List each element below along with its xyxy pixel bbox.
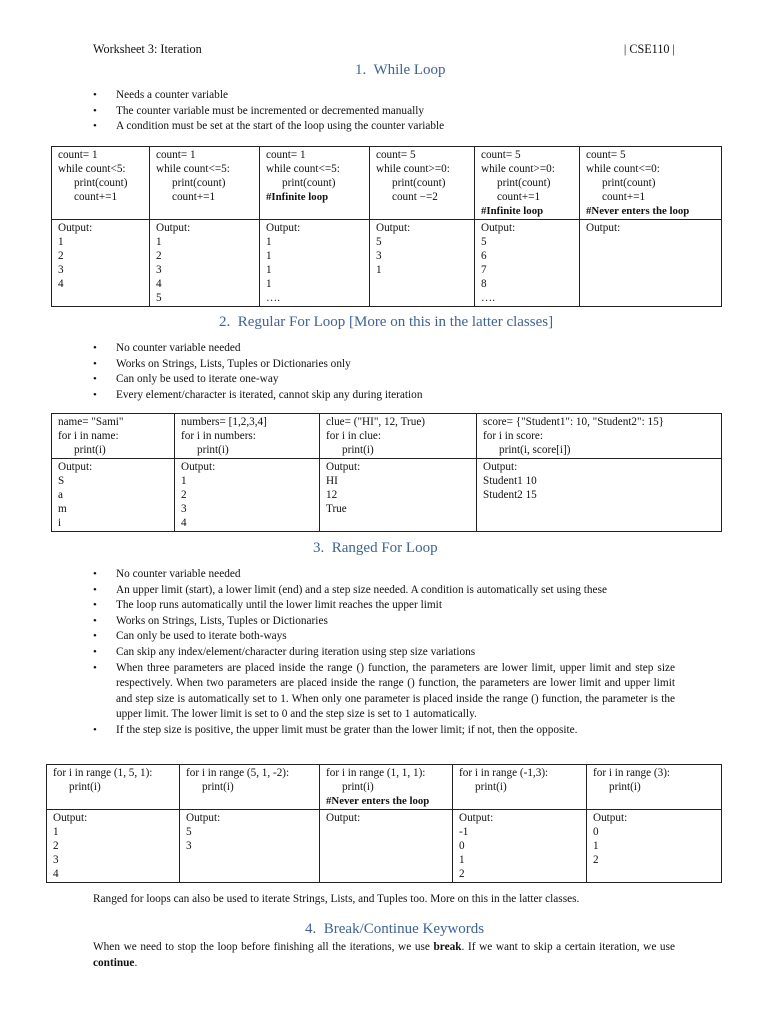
code-line: for i in score: xyxy=(483,430,543,442)
loop-note: #Infinite loop xyxy=(266,191,329,203)
code-line: count+=1 xyxy=(497,191,541,203)
code-line: name= "Sami" xyxy=(58,416,124,428)
bullet-item: • Works on Strings, Lists, Tuples or Dictionaries xyxy=(93,614,675,630)
loop-note: #Infinite loop xyxy=(481,205,544,217)
output-label: Output: xyxy=(326,461,361,473)
output-value: 5 xyxy=(156,292,162,304)
output-value: 3 xyxy=(156,264,162,276)
code-cell xyxy=(370,147,475,220)
output-value: m xyxy=(58,503,67,515)
output-value: 6 xyxy=(481,250,487,262)
output-value: 1 xyxy=(459,854,465,866)
code-line: print(i) xyxy=(202,781,234,793)
output-label: Output: xyxy=(186,812,221,824)
output-value: 1 xyxy=(376,264,382,276)
output-value: 1 xyxy=(181,475,187,487)
code-line: print(i) xyxy=(609,781,641,793)
code-line: for i in range (1, 5, 1): xyxy=(53,767,153,779)
code-cell xyxy=(47,765,180,810)
code-line: for i in name: xyxy=(58,430,119,442)
output-label: Output: xyxy=(459,812,494,824)
code-line: while count<=0: xyxy=(586,163,660,175)
output-value: 5 xyxy=(186,826,192,838)
output-value: …. xyxy=(481,292,495,304)
output-cell xyxy=(475,220,580,307)
output-value: 3 xyxy=(186,840,192,852)
section-3-title xyxy=(313,539,438,557)
output-value: Student2 15 xyxy=(483,489,537,501)
code-cell xyxy=(475,147,580,220)
output-cell xyxy=(52,459,175,532)
output-value: 1 xyxy=(53,826,59,838)
code-line: print(i) xyxy=(342,444,374,456)
output-cell xyxy=(150,220,260,307)
output-label: Output: xyxy=(326,812,361,824)
code-row xyxy=(52,414,722,459)
output-label: Output: xyxy=(156,222,191,234)
section-3-bullets xyxy=(93,567,675,739)
output-value: 4 xyxy=(58,278,64,290)
output-label: Output: xyxy=(376,222,411,234)
bullet-item: • The loop runs automatically until the lower limit reaches the upper limit xyxy=(93,598,675,614)
break-continue-paragraph xyxy=(93,939,675,971)
code-line: print(i) xyxy=(342,781,374,793)
output-value: 5 xyxy=(481,236,487,248)
bullet-item: • Can only be used to iterate both-ways xyxy=(93,629,675,645)
code-line: for i in range (1, 1, 1): xyxy=(326,767,426,779)
code-row xyxy=(52,147,722,220)
code-line: print(count) xyxy=(74,177,128,189)
code-line: count= 1 xyxy=(58,149,98,161)
code-line: print(i, score[i]) xyxy=(499,444,571,456)
bullet-item: • No counter variable needed xyxy=(93,341,683,357)
output-row xyxy=(52,220,722,307)
code-line: print(count) xyxy=(497,177,551,189)
code-line: count= 5 xyxy=(376,149,416,161)
output-value: 3 xyxy=(181,503,187,515)
bullet-item: • When three parameters are placed inside the range () function, the parameters are lower limit, upper limit and step size respectively. When two parameters are placed inside the range () function, the parameters are lower limit and upper limit and step size is automatically set to 1. When only one parameter is placed inside the range () function, the parameter is the upper limit. The lower limit is set to 0 and the step size is set to 1 automatically. xyxy=(93,661,675,723)
loop-note: #Never enters the loop xyxy=(326,795,430,807)
output-value: 8 xyxy=(481,278,487,290)
header-title: Worksheet 3: Iteration xyxy=(93,42,202,56)
bullet-item: • Every element/character is iterated, cannot skip any during iteration xyxy=(93,388,683,404)
output-cell xyxy=(320,810,453,883)
section-4-number: 4. xyxy=(305,921,317,937)
output-value: 1 xyxy=(266,264,272,276)
code-line: print(i) xyxy=(74,444,106,456)
output-value: 3 xyxy=(376,250,382,262)
code-line: count+=1 xyxy=(74,191,118,203)
code-cell xyxy=(477,414,722,459)
bullet-item: • Works on Strings, Lists, Tuples or Dictionaries only xyxy=(93,357,683,373)
section-1-title xyxy=(355,61,446,79)
section-4-title xyxy=(305,920,484,938)
code-line: clue= ("HI", 12, True) xyxy=(326,416,426,428)
section-1-number: 1. xyxy=(355,62,367,78)
code-line: print(count) xyxy=(392,177,446,189)
bullet-item: • No counter variable needed xyxy=(93,567,675,583)
output-value: 1 xyxy=(593,840,599,852)
output-value: 5 xyxy=(376,236,382,248)
output-value: 2 xyxy=(58,250,64,262)
output-cell xyxy=(587,810,722,883)
code-line: while count<5: xyxy=(58,163,126,175)
para-text-1: When we need to stop the loop before finishing all the iterations, we use xyxy=(93,941,434,953)
output-cell xyxy=(477,459,722,532)
bullet-item: • The counter variable must be incremented or decremented manually xyxy=(93,104,683,120)
code-line: print(i) xyxy=(69,781,101,793)
code-line: while count<=5: xyxy=(266,163,340,175)
output-value: True xyxy=(326,503,347,515)
code-line: for i in range (-1,3): xyxy=(459,767,549,779)
output-cell xyxy=(47,810,180,883)
section-3-number: 3. xyxy=(313,540,325,556)
code-cell xyxy=(52,414,175,459)
section-2-title xyxy=(219,313,553,331)
code-line: count= 1 xyxy=(156,149,196,161)
output-value: Student1 10 xyxy=(483,475,537,487)
output-value: …. xyxy=(266,292,280,304)
output-value: 7 xyxy=(481,264,487,276)
output-value: 0 xyxy=(459,840,465,852)
output-row xyxy=(47,810,722,883)
code-line: print(count) xyxy=(282,177,336,189)
ranged-loop-note: Ranged for loops can also be used to iterate Strings, Lists, and Tuples too. More on this in the latter classes. xyxy=(93,893,580,905)
output-cell xyxy=(580,220,722,307)
section-2-heading: Regular For Loop [More on this in the latter classes] xyxy=(237,314,554,330)
bullet-item: • Can only be used to iterate one-way xyxy=(93,372,683,388)
code-line: for i in range (3): xyxy=(593,767,671,779)
ranged-loop-table xyxy=(46,764,722,883)
code-line: count+=1 xyxy=(602,191,646,203)
section-1-bullets xyxy=(93,88,683,135)
code-line: score= {"Student1": 10, "Student2": 15} xyxy=(483,416,665,428)
output-label: Output: xyxy=(593,812,628,824)
code-line: count+=1 xyxy=(172,191,216,203)
output-value: 1 xyxy=(156,236,162,248)
output-value: 4 xyxy=(53,868,59,880)
bullet-item: • If the step size is positive, the upper limit must be grater than the lower limit; if not, then the opposite. xyxy=(93,723,675,739)
section-2-number: 2. xyxy=(219,314,231,330)
code-cell xyxy=(180,765,320,810)
bullet-item: • Needs a counter variable xyxy=(93,88,683,104)
header-course: | CSE110 | xyxy=(623,42,675,56)
output-value: 2 xyxy=(459,868,465,880)
bullet-item: • Can skip any index/element/character during iteration using step size variations xyxy=(93,645,675,661)
output-label: Output: xyxy=(58,222,93,234)
output-row xyxy=(52,459,722,532)
section-4-heading: Break/Continue Keywords xyxy=(323,921,485,937)
output-value: 0 xyxy=(593,826,599,838)
output-label: Output: xyxy=(181,461,216,473)
output-value: S xyxy=(58,475,65,487)
code-cell xyxy=(580,147,722,220)
code-cell xyxy=(587,765,722,810)
bullet-item: • A condition must be set at the start of the loop using the counter variable xyxy=(93,119,683,135)
output-value: 1 xyxy=(266,236,272,248)
output-value: 2 xyxy=(156,250,162,262)
output-label: Output: xyxy=(266,222,301,234)
section-3-heading: Ranged For Loop xyxy=(331,540,438,556)
while-loop-table xyxy=(51,146,722,307)
code-cell xyxy=(52,147,150,220)
output-value: 1 xyxy=(266,278,272,290)
output-cell xyxy=(260,220,370,307)
output-value: 3 xyxy=(53,854,59,866)
output-cell xyxy=(453,810,587,883)
output-label: Output: xyxy=(58,461,93,473)
output-value: 3 xyxy=(58,264,64,276)
output-cell xyxy=(175,459,320,532)
output-value: 1 xyxy=(266,250,272,262)
output-label: Output: xyxy=(586,222,621,234)
output-value: 2 xyxy=(181,489,187,501)
break-keyword: break xyxy=(433,941,462,953)
output-cell xyxy=(370,220,475,307)
code-cell xyxy=(320,414,477,459)
code-line: print(i) xyxy=(475,781,507,793)
code-line: print(count) xyxy=(172,177,226,189)
output-cell xyxy=(52,220,150,307)
output-value: HI xyxy=(326,475,338,487)
code-line: count= 5 xyxy=(481,149,521,161)
output-value: 4 xyxy=(156,278,162,290)
code-cell xyxy=(320,765,453,810)
output-cell xyxy=(180,810,320,883)
output-value: 4 xyxy=(181,517,187,529)
code-line: while count>=0: xyxy=(376,163,450,175)
output-value: -1 xyxy=(459,826,469,838)
code-cell xyxy=(453,765,587,810)
code-line: count= 5 xyxy=(586,149,626,161)
code-line: while count<=5: xyxy=(156,163,230,175)
code-line: count= 1 xyxy=(266,149,306,161)
code-line: print(i) xyxy=(197,444,229,456)
para-text-2: . If we want to skip a certain iteration, we use xyxy=(461,941,675,953)
code-cell xyxy=(150,147,260,220)
page-header xyxy=(93,43,675,58)
section-2-bullets xyxy=(93,341,683,403)
for-loop-table xyxy=(51,413,722,532)
code-line: for i in numbers: xyxy=(181,430,256,442)
code-line: for i in range (5, 1, -2): xyxy=(186,767,290,779)
output-value: 2 xyxy=(593,854,599,866)
section-1-heading: While Loop xyxy=(373,62,446,78)
code-line: print(count) xyxy=(602,177,656,189)
output-value: i xyxy=(58,517,62,529)
code-line: count −=2 xyxy=(392,191,438,203)
output-cell xyxy=(320,459,477,532)
output-value: a xyxy=(58,489,63,501)
code-line: while count>=0: xyxy=(481,163,555,175)
output-label: Output: xyxy=(483,461,518,473)
output-label: Output: xyxy=(53,812,88,824)
code-row xyxy=(47,765,722,810)
code-cell xyxy=(260,147,370,220)
code-line: numbers= [1,2,3,4] xyxy=(181,416,267,428)
continue-keyword: continue xyxy=(93,957,135,969)
output-value: 2 xyxy=(53,840,59,852)
code-line: for i in clue: xyxy=(326,430,381,442)
para-text-3: . xyxy=(134,957,138,969)
loop-note: #Never enters the loop xyxy=(586,205,690,217)
bullet-item: • An upper limit (start), a lower limit (end) and a step size needed. A condition is automatically set using these xyxy=(93,583,675,599)
code-cell xyxy=(175,414,320,459)
output-label: Output: xyxy=(481,222,516,234)
output-value: 1 xyxy=(58,236,64,248)
output-value: 12 xyxy=(326,489,338,501)
